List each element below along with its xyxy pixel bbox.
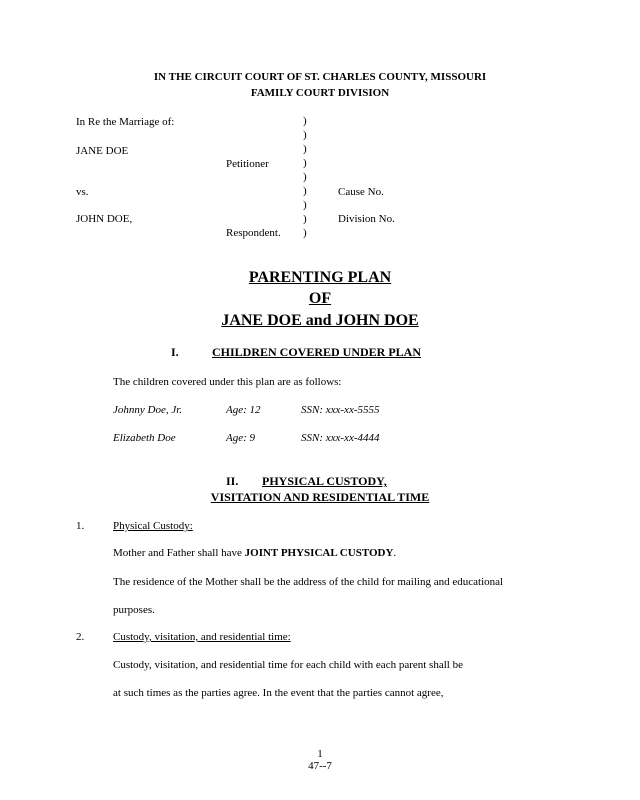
section-2-heading-line1: PHYSICAL CUSTODY, xyxy=(262,474,387,488)
item-2-title: Custody, visitation, and residential time: xyxy=(113,631,291,643)
division-number-label: Division No. xyxy=(338,213,395,225)
custody-statement-prefix: Mother and Father shall have xyxy=(113,547,245,559)
section-1-heading: CHILDREN COVERED UNDER PLAN xyxy=(212,345,422,359)
custody-statement xyxy=(113,547,396,559)
document-title-line1: PARENTING PLAN xyxy=(248,269,392,286)
section-2-heading-line2: VISITATION AND RESIDENTIAL TIME xyxy=(210,490,430,504)
item-1-number: 1. xyxy=(76,520,85,532)
children-intro: The children covered under this plan are as follows: xyxy=(113,376,342,388)
custody-type: JOINT PHYSICAL CUSTODY xyxy=(244,547,394,559)
document-title-line2: OF xyxy=(308,290,332,307)
caption-paren: ) xyxy=(303,129,307,141)
caption-paren: ) xyxy=(303,199,307,211)
item-1-title: Physical Custody: xyxy=(113,520,193,532)
court-division: FAMILY COURT DIVISION xyxy=(250,87,390,99)
custody-statement-suffix: . xyxy=(393,547,397,559)
child-name: Johnny Doe, Jr. xyxy=(113,404,183,416)
child-age: Age: 9 xyxy=(226,432,256,444)
petitioner-label: Petitioner xyxy=(226,158,269,170)
caption-paren: ) xyxy=(303,227,307,239)
section-1-number: I. xyxy=(171,345,179,359)
child-name: Elizabeth Doe xyxy=(113,432,176,444)
caption-paren: ) xyxy=(303,213,307,225)
vs-label: vs. xyxy=(76,186,89,198)
respondent-label: Respondent. xyxy=(226,227,281,239)
caption-paren: ) xyxy=(303,171,307,183)
item-2-text-line2: at such times as the parties agree. In the event that the parties cannot agree, xyxy=(113,687,444,699)
document-title-line3: JANE DOE and JOHN DOE xyxy=(221,312,419,329)
child-ssn: SSN: xxx-xx-4444 xyxy=(301,432,380,444)
form-code: 47--7 xyxy=(308,760,332,772)
child-ssn: SSN: xxx-xx-5555 xyxy=(301,404,380,416)
caption-paren: ) xyxy=(303,185,307,197)
item-2-text-line1: Custody, visitation, and residential time for each child with each parent shall be xyxy=(113,659,463,671)
section-2-number: II. xyxy=(226,474,239,488)
residence-text-line1: The residence of the Mother shall be the address of the child for mailing and educational xyxy=(113,576,504,588)
court-name: IN THE CIRCUIT COURT OF ST. CHARLES COUNTY, MISSOURI xyxy=(153,71,487,83)
page-number: 1 xyxy=(317,748,323,760)
item-2-number: 2. xyxy=(76,631,85,643)
petitioner-name: JANE DOE xyxy=(76,145,129,157)
caption-paren: ) xyxy=(303,115,307,127)
in-re-label: In Re the Marriage of: xyxy=(76,116,175,128)
cause-number-label: Cause No. xyxy=(338,186,384,198)
respondent-name: JOHN DOE, xyxy=(76,213,133,225)
residence-text-line2: purposes. xyxy=(113,604,155,616)
child-age: Age: 12 xyxy=(226,404,261,416)
caption-paren: ) xyxy=(303,143,307,155)
caption-paren: ) xyxy=(303,157,307,169)
